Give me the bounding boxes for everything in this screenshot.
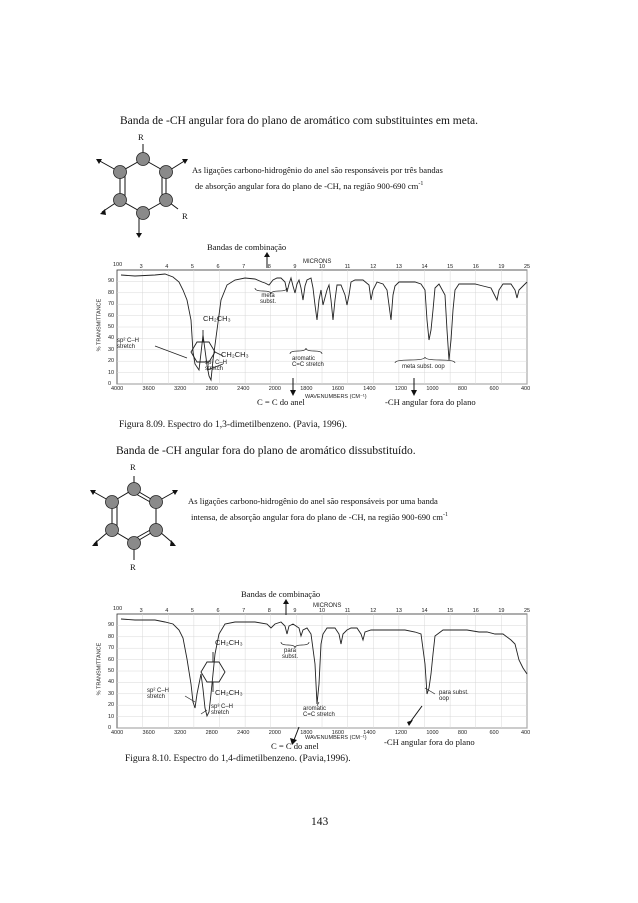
wavenumber-tick-label: 2000	[268, 386, 281, 392]
wavenumber-tick-label: 4000	[111, 386, 124, 392]
y-tick-label: 80	[108, 289, 115, 296]
y-tick-label: 50	[108, 324, 115, 330]
oop-annotation: meta subst. oop	[402, 364, 445, 370]
micron-tick-label: 9	[293, 264, 297, 270]
ir-spectrum-para	[95, 604, 535, 739]
page-number: 143	[311, 816, 329, 828]
micron-tick-label: 7	[242, 608, 246, 614]
micron-tick-label: 12	[370, 608, 377, 614]
meta-benzene-diagram	[90, 130, 200, 245]
micron-tick-label: 10	[319, 264, 326, 270]
y-tick-label: 0	[108, 725, 112, 731]
wavenumber-tick-label: 3600	[142, 730, 155, 736]
struct-bottom-label: CH₂CH₃	[215, 688, 243, 697]
micron-tick-label: 15	[447, 608, 454, 614]
section2-heading: Banda de -CH angular fora do plano de aromático dissubstituído.	[116, 445, 416, 457]
y-tick-label: 40	[108, 679, 115, 686]
micron-tick-label: 8	[267, 608, 271, 614]
wavenumber-tick-label: 800	[457, 386, 468, 392]
y-tick-label: 40	[108, 335, 115, 342]
micron-tick-label: 25	[524, 608, 531, 614]
section1-heading: Banda de -CH angular fora do plano de aromático com substituintes em meta.	[120, 115, 478, 127]
wavenumber-tick-label: 3200	[174, 730, 187, 736]
micron-tick-label: 5	[190, 608, 194, 614]
micron-tick-label: 16	[472, 608, 479, 614]
micron-tick-label: 10	[319, 608, 326, 614]
y-tick-label: 20	[108, 358, 115, 365]
y-tick-label: 70	[108, 645, 115, 652]
oop-annotation: para subst. oop	[439, 690, 469, 702]
y-top-label: 100	[113, 262, 123, 268]
section1-note	[192, 163, 443, 193]
wavenumber-tick-label: 1200	[394, 386, 408, 392]
wavenumber-tick-label: 3600	[142, 386, 155, 392]
combination-bands-label: Bandas de combinação	[207, 242, 287, 252]
r-right-label: R	[182, 211, 188, 221]
y-tick-label: 60	[108, 312, 115, 319]
micron-tick-label: 15	[447, 264, 454, 270]
annotation-brackets	[95, 260, 535, 395]
sp2-annotation: sp² C–H stretch	[117, 338, 140, 350]
wavenumber-tick-label: 2400	[237, 730, 250, 736]
ir-spectrum-meta	[95, 259, 535, 400]
wavenumber-tick-label: 1200	[394, 730, 408, 736]
struct-top-label: CH₂CH₃	[203, 314, 231, 323]
para-subst-annotation: para subst.	[282, 648, 299, 660]
y-tick-label: 80	[108, 633, 115, 640]
wavenumber-tick-label: 1800	[300, 386, 313, 392]
section2-note	[188, 494, 448, 524]
cc-label: C = C do anel	[257, 397, 305, 407]
micron-tick-label: 19	[498, 608, 505, 614]
micron-tick-label: 4	[165, 608, 169, 614]
y-tick-label: 30	[108, 690, 115, 697]
para-benzene-structure	[84, 460, 194, 575]
wavenumber-tick-label: 2000	[268, 730, 281, 736]
y-tick-label: 20	[108, 702, 115, 709]
micron-tick-label: 8	[267, 264, 271, 270]
transmittance-label: % TRANSMITTANCE	[96, 642, 103, 696]
figure-caption-1: Figura 8.09. Espectro do 1,3-dimetilbenzeno. (Pavia, 1996).	[119, 420, 347, 430]
wavenumbers-label: WAVENUMBERS (CM⁻¹)	[305, 394, 367, 400]
r-top-label: R	[138, 132, 144, 142]
note-line-1: As ligações carbono-hidrogênio do anel são responsáveis por três bandas	[192, 165, 443, 175]
wavenumber-tick-label: 4000	[111, 730, 124, 736]
ch-arrow	[409, 378, 419, 396]
ch-arrow	[407, 706, 423, 726]
micron-tick-label: 13	[395, 264, 402, 270]
micron-tick-label: 9	[293, 608, 297, 614]
y-tick-label: 50	[108, 668, 115, 674]
wavenumber-tick-label: 1800	[300, 730, 313, 736]
ch-label: -CH angular fora do plano	[385, 397, 476, 407]
micron-tick-label: 16	[472, 264, 479, 270]
micron-tick-label: 13	[395, 608, 402, 614]
wavenumber-tick-label: 3200	[174, 386, 187, 392]
micron-tick-label: 7	[242, 264, 246, 270]
y-tick-label: 0	[108, 381, 112, 387]
y-tick-label: 30	[108, 346, 115, 353]
ch-label: -CH angular fora do plano	[384, 737, 475, 747]
y-tick-label: 10	[108, 713, 115, 720]
wavenumber-tick-label: 1400	[363, 386, 376, 392]
cc-label: C = C do anel	[271, 741, 319, 751]
wavenumber-tick-label: 1000	[426, 730, 439, 736]
figure-caption-2: Figura 8.10. Espectro do 1,4-dimetilbenzeno. (Pavia,1996).	[125, 754, 351, 764]
cc-arrow	[288, 378, 298, 396]
wavenumber-tick-label: 1000	[426, 386, 439, 392]
micron-tick-label: 6	[216, 608, 220, 614]
para-benzene-diagram	[84, 460, 194, 575]
y-tick-label: 90	[108, 278, 115, 285]
wavenumber-tick-label: 1400	[363, 730, 376, 736]
wavenumber-tick-label: 600	[489, 730, 499, 736]
microns-label: MICRONS	[303, 259, 332, 265]
micron-tick-label: 12	[370, 264, 377, 270]
aromatic-annotation: aromatic C=C stretch	[303, 706, 335, 718]
combination-bands-label: Bandas de combinação	[241, 589, 321, 599]
sp2-annotation: sp² C–H stretch	[147, 688, 170, 700]
wavenumber-tick-label: 2800	[205, 730, 218, 736]
struct-top-label: CH₂CH₃	[215, 638, 243, 647]
micron-tick-label: 14	[421, 608, 428, 614]
aromatic-annotation: aromatic C=C stretch	[292, 356, 324, 368]
wavenumber-tick-label: 2400	[237, 386, 250, 392]
note-line-2: de absorção angular fora do plano de -CH, na região 900-690 $cm^{-1}$	[195, 180, 424, 191]
y-tick-label: 70	[108, 301, 115, 308]
r-top-label: R	[130, 462, 136, 472]
wavenumber-tick-label: 400	[521, 386, 531, 392]
wavenumbers-label: WAVENUMBERS (CM⁻¹)	[305, 735, 367, 741]
wavenumber-tick-label: 1600	[331, 386, 345, 392]
meta-subst-annotation: meta subst.	[260, 293, 277, 305]
micron-tick-label: 11	[344, 608, 351, 614]
meta-benzene-structure	[90, 130, 200, 245]
micron-tick-label: 5	[190, 264, 194, 270]
sp3-annotation: sp³ C–H stretch	[211, 704, 234, 716]
y-tick-label: 90	[108, 622, 115, 629]
micron-tick-label: 3	[139, 264, 143, 270]
micron-tick-label: 25	[524, 264, 531, 270]
micron-tick-label: 19	[498, 264, 505, 270]
r-bottom-label: R	[130, 562, 136, 572]
y-tick-label: 60	[108, 656, 115, 663]
micron-tick-label: 3	[139, 608, 143, 614]
wavenumber-tick-label: 600	[489, 386, 499, 392]
wavenumber-tick-label: 1600	[331, 730, 345, 736]
microns-label: MICRONS	[313, 603, 342, 609]
wavenumber-tick-label: 2800	[205, 386, 218, 392]
micron-tick-label: 4	[165, 264, 169, 270]
micron-tick-label: 14	[421, 264, 428, 270]
wavenumber-tick-label: 800	[457, 730, 468, 736]
micron-tick-label: 11	[344, 264, 351, 270]
annotation-brackets	[95, 604, 535, 739]
transmittance-label: % TRANSMITTANCE	[96, 298, 103, 352]
struct-side-label: CH₂CH₃	[221, 350, 249, 359]
micron-tick-label: 6	[216, 264, 220, 270]
note-line-1: As ligações carbono-hidrogênio do anel são responsáveis por uma banda	[188, 496, 438, 506]
sp3-annotation: sp³ C–H stretch	[205, 360, 228, 372]
note-line-2: intensa, de absorção angular fora do plano de -CH, na região 900-690 $cm^{-1}$	[191, 511, 448, 522]
y-tick-label: 10	[108, 369, 115, 376]
y-top-label: 100	[113, 606, 123, 612]
wavenumber-tick-label: 400	[521, 730, 531, 736]
